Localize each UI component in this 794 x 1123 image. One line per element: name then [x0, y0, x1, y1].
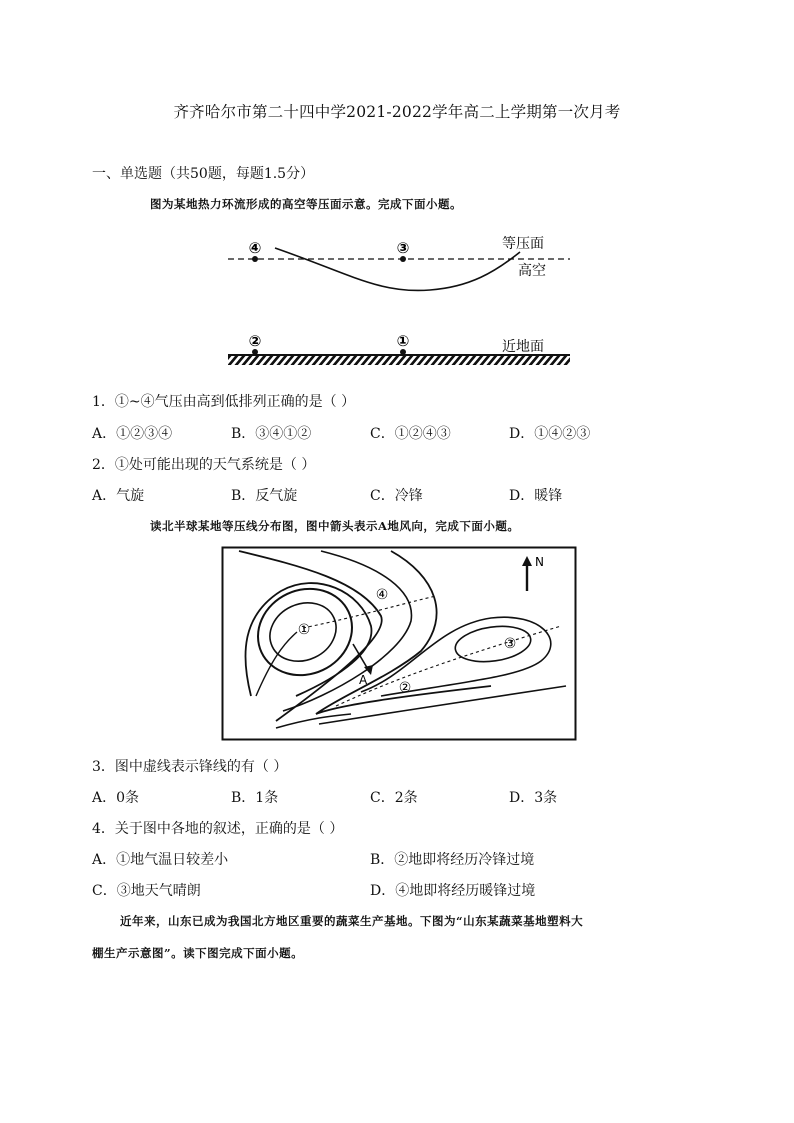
question-2-option-b[interactable]: B．反气旋: [231, 488, 298, 504]
question-3-option-c[interactable]: C．2条: [370, 790, 418, 806]
question-1-option-c[interactable]: C．①②④③: [370, 426, 451, 442]
question-4-option-c[interactable]: C．③地天气晴朗: [92, 883, 201, 899]
question-3-stem: 3．图中虚线表示锋线的有（ ）: [92, 759, 288, 775]
intro-text-3-line-1: 近年来，山东已成为我国北方地区重要的蔬菜生产基地。下图为“山东某蔬菜基地塑料大: [120, 914, 584, 928]
question-3-option-b[interactable]: B．1条: [231, 790, 279, 806]
intro-text-2: 读北半球某地等压线分布图，图中箭头表示A地风向，完成下面小题。: [150, 519, 520, 533]
isobar-label: 等压面: [502, 236, 544, 252]
label-circle-2: ②: [398, 680, 412, 696]
point-3-label: ③: [396, 239, 410, 257]
section-heading: 一、单选题（共50题，每题1.5分）: [92, 166, 315, 182]
point-4-label: ④: [248, 239, 262, 257]
page-title: 齐齐哈尔市第二十四中学2021-2022学年高二上学期第一次月考: [173, 103, 621, 121]
question-4-option-d[interactable]: D．④地即将经历暖锋过境: [370, 883, 536, 899]
label-circle-4: ④: [375, 587, 389, 603]
question-4-option-b[interactable]: B．②地即将经历冷锋过境: [370, 852, 535, 868]
intro-text-3-line-2: 棚生产示意图”。读下图完成下面小题。: [92, 946, 304, 960]
question-1-option-b[interactable]: B．③④①②: [231, 426, 312, 442]
label-a: A: [359, 673, 368, 687]
question-4-option-a[interactable]: A．①地气温日较差小: [92, 852, 229, 868]
question-3-option-a[interactable]: A．0条: [92, 790, 140, 806]
ground-label: 近地面: [502, 339, 544, 355]
isobar-diagram: [220, 232, 580, 372]
question-2-option-c[interactable]: C．冷锋: [370, 488, 423, 504]
point-1-label: ①: [396, 332, 410, 350]
question-2-option-a[interactable]: A．气旋: [92, 488, 145, 504]
question-4-stem: 4．关于图中各地的叙述，正确的是（ ）: [92, 821, 344, 837]
ground-hatch: [228, 355, 570, 365]
isobar-map: [221, 546, 577, 742]
label-circle-1: ①: [297, 622, 311, 638]
question-1-option-d[interactable]: D．①④②③: [509, 426, 591, 442]
label-circle-3: ③: [503, 636, 517, 652]
intro-text-1: 图为某地热力环流形成的高空等压面示意。完成下面小题。: [150, 197, 462, 211]
question-2-option-d[interactable]: D．暖锋: [509, 488, 563, 504]
map-frame: [223, 548, 576, 740]
question-1-stem: 1．①~④气压由高到低排列正确的是（ ）: [92, 394, 356, 410]
high-altitude-label: 高空: [518, 263, 546, 279]
label-north: N: [535, 555, 544, 569]
point-2-label: ②: [248, 332, 262, 350]
question-3-option-d[interactable]: D．3条: [509, 790, 558, 806]
question-1-option-a[interactable]: A．①②③④: [92, 426, 173, 442]
question-2-stem: 2．①处可能出现的天气系统是（ ）: [92, 457, 316, 473]
